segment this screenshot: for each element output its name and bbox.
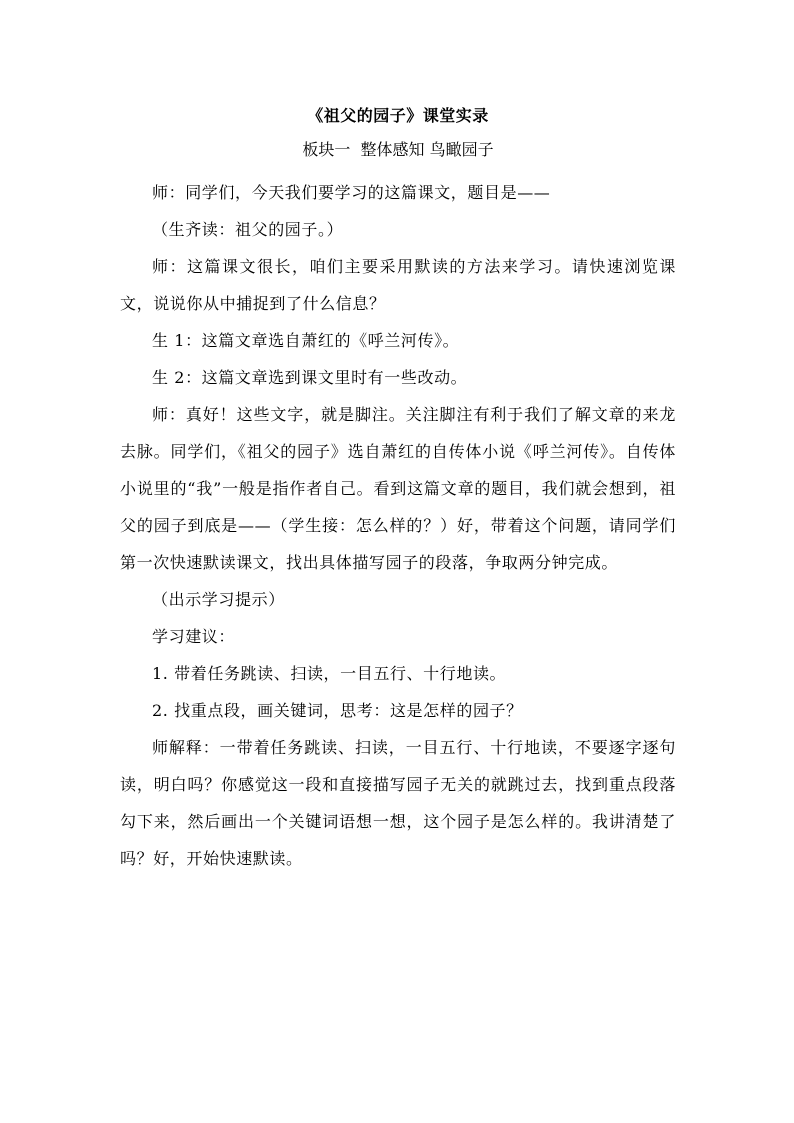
paragraph-advice-1: 1. 带着任务跳读、扫读，一目五行、十行地读。 [152, 664, 507, 683]
document-body [120, 104, 676, 877]
paragraph-advice-2: 2. 找重点段，画关键词，思考：这是怎样的园子？ [152, 701, 523, 720]
document-title: 《祖父的园子》课堂实录 [307, 106, 489, 125]
paragraph-teacher-explain: 师解释：一带着任务跳读、扫读，一目五行、十行地读，不要逐字逐句读，明白吗？你感觉这一段和直接描写园子无关的就跳过去，找到重点段落勾下来，然后画出一个关键词语想一想，这个园子是怎么样的。我讲清楚了吗？好，开始快速默读。 [120, 738, 676, 868]
paragraph-teacher-intro: 师：同学们，今天我们要学习的这篇课文，题目是—— [152, 183, 551, 202]
paragraph-student-1: 生 1：这篇文章选自萧红的《呼兰河传》。 [152, 331, 460, 350]
paragraph-teacher-footnote: 师：真好！这些文字，就是脚注。关注脚注有利于我们了解文章的来龙去脉。同学们，《祖父的园子》选自萧红的自传体小说《呼兰河传》。自传体小说里的“我”一般是指作者自己。看到这篇文章的题目，我们就会想到，祖父的园子到底是——（学生接：怎么样的？）好，带着这个问题，请同学们第一次快速默读课文，找出具体描写园子的段落，争取两分钟完成。 [120, 405, 676, 572]
section-subtitle: 板块一 整体感知 鸟瞰园子 [302, 140, 494, 159]
paragraph-show-tips: （出示学习提示） [152, 590, 285, 609]
paragraph-teacher-browse: 师：这篇课文很长，咱们主要采用默读的方法来学习。请快速浏览课文，说说你从中捕捉到了什么信息？ [120, 257, 676, 313]
paragraph-study-advice: 学习建议： [152, 627, 236, 646]
paragraph-student-2: 生 2：这篇文章选到课文里时有一些改动。 [152, 368, 468, 387]
paragraph-students-read: （生齐读：祖父的园子。） [152, 220, 344, 239]
